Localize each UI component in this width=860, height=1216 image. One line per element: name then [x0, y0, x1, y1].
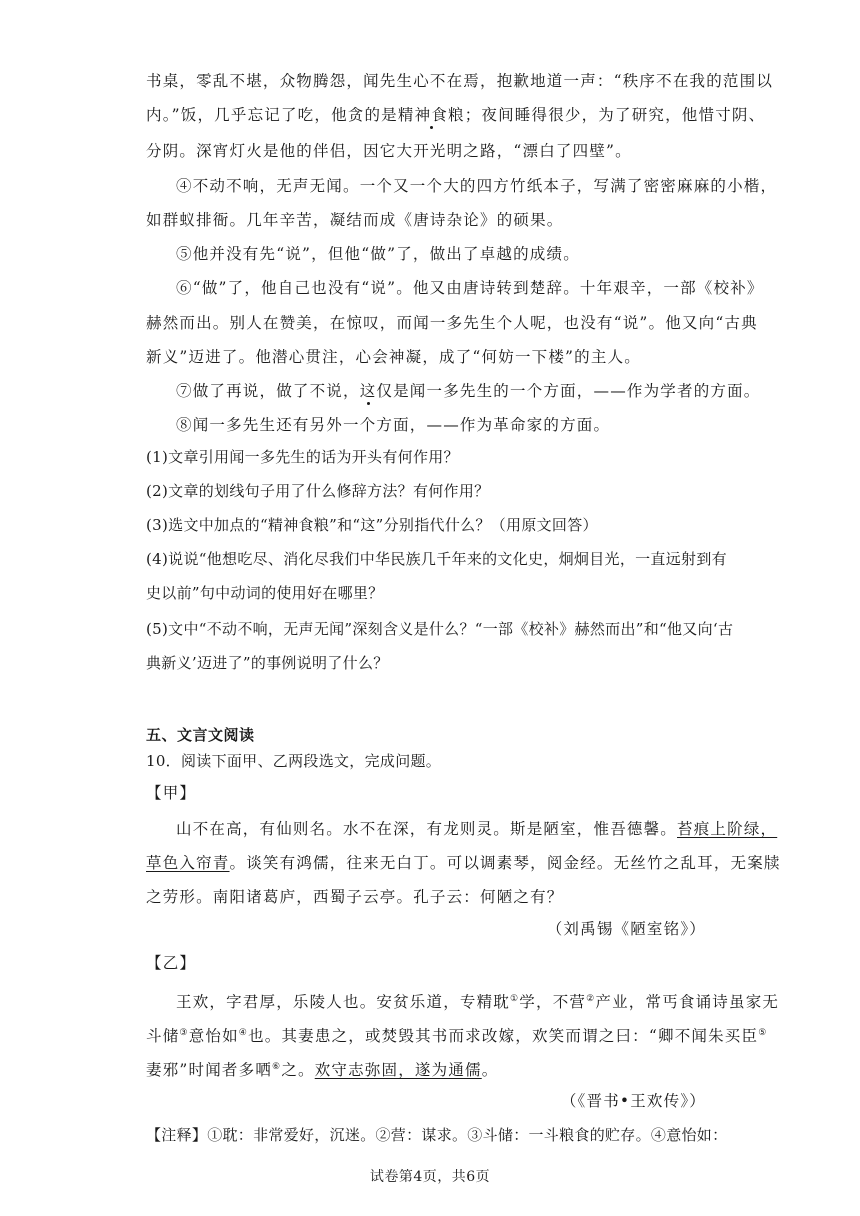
footnote-marker: ④: [238, 1028, 249, 1038]
text-segment: 。: [481, 1061, 499, 1080]
label-jia: 【甲】: [146, 784, 197, 802]
paragraph-4-cont: 如群蚁排衙。几年辛苦，凝结而成《唐诗杂论》的硕果。: [146, 211, 564, 229]
paragraph-6: ⑥“做”了，他自己也没有“说”。他又由唐诗转到楚辞。十年艰辛，一部《校补》: [176, 279, 764, 297]
text-segment: ；夜间睡得很少，为了研究，他惜寸阴、: [464, 106, 766, 124]
paragraph-8: ⑧闻一多先生还有另外一个方面，——作为革命家的方面。: [176, 416, 611, 434]
label-yi: 【乙】: [146, 954, 197, 972]
notes: 【注释】①耽：非常爱好，沉迷。②营：谋求。③斗储：一斗粮食的贮存。④意怡如：: [146, 1126, 728, 1144]
yi-line: [146, 1023, 768, 1046]
text-segment: ⑦做了再说，做了不说，: [176, 382, 360, 400]
text-segment: 仅是闻一多先生的一个方面，——作为学者的方面。: [376, 382, 761, 400]
footnote-marker: ⑥: [272, 1062, 282, 1072]
passage-line: 书桌，零乱不堪，众物腾怨，闻先生心不在焉，抱歉地道一声：“秩序不在我的范围以: [146, 72, 774, 90]
underlined-sentence: 草色入帘青: [146, 854, 230, 872]
paragraph-7: [176, 381, 761, 401]
question-10: 10．阅读下面甲、乙两段选文，完成问题。: [146, 752, 442, 770]
page-footer: 试卷第4页，共6页: [369, 1169, 491, 1185]
yi-line: [176, 989, 779, 1012]
passage-line: [146, 105, 765, 125]
text-segment: 也。其妻患之，或焚毁其书而求改嫁，欢笑而谓之曰：“卿不闻朱买臣: [248, 1027, 759, 1046]
paragraph-6-cont: 赫然而出。别人在赞美，在惊叹，而闻一多先生个人呢，也没有“说”。他又向“古典: [146, 314, 758, 332]
jia-line: [146, 853, 781, 873]
passage-line: 分阴。深宵灯火是他的伴侣，因它大开光明之路，“漂白了四壁”。: [146, 142, 632, 160]
footnote-marker: ③: [179, 1028, 189, 1038]
footnote-marker: ②: [586, 994, 596, 1004]
question-5: (5)文中“不动不响，无声无闻”深刻含义是什么？“一部《校补》赫然而出”和“他又向‘古: [146, 620, 734, 638]
question-3: (3)选文中加点的“精神食粮”和“这”分别指代什么？（用原文回答）: [146, 516, 598, 534]
section-title: 五、文言文阅读: [146, 726, 255, 744]
underlined-sentence: 苔痕上阶绿，: [677, 820, 778, 838]
underlined-sentence: 欢守志弥固，遂为通儒: [314, 1061, 482, 1080]
jia-line: 之劳形。南阳诸葛庐，西蜀子云亭。孔子云：何陋之有？: [146, 888, 564, 906]
text-segment: 山不在高，有仙则名。水不在深，有龙则灵。斯是陋室，惟吾德馨。: [176, 820, 678, 838]
text-segment: 学，不营: [519, 993, 587, 1012]
question-2: (2)文章的划线句子用了什么修辞方法？有何作用？: [146, 482, 490, 500]
text-segment: 王欢，字君厚，乐陵人也。安贫乐道，专精耽: [176, 993, 511, 1012]
dotted-term-spiritual-food: 精神食粮: [397, 106, 465, 124]
paragraph-5: ⑤他并没有先“说”，但他“做”了，做出了卓越的成绩。: [176, 245, 580, 263]
question-1: (1)文章引用闻一多先生的话为开头有何作用？: [146, 448, 459, 466]
footnote-marker: ①: [510, 994, 520, 1004]
yi-source: （《晋书•王欢传》）: [560, 1092, 706, 1110]
text-segment: 。谈笑有鸿儒，往来无白丁。可以调素琴，阅金经。无丝竹之乱耳，无案牍: [229, 854, 781, 872]
text-segment: 妻邪”时闻者多哂: [146, 1061, 273, 1080]
yi-line: [146, 1057, 498, 1080]
footnote-marker: ⑤: [758, 1028, 768, 1038]
question-4: (4)说说“他想吃尽、消化尽我们中华民族几千年来的文化史，炯炯目光，一直远射到有: [146, 550, 727, 568]
paragraph-4: ④不动不响，无声无闻。一个又一个大的四方竹纸本子，写满了密密麻麻的小楷，: [176, 177, 778, 195]
question-5-cont: 典新义’迈进了”的事例说明了什么？: [146, 654, 389, 672]
paragraph-6-cont: 新义”迈进了。他潜心贯注，心会神凝，成了“何妨一下楼”的主人。: [146, 348, 641, 366]
jia-line: [176, 819, 777, 839]
text-segment: 之。: [281, 1061, 315, 1080]
question-4-cont: 史以前”句中动词的使用好在哪里？: [146, 584, 384, 602]
dotted-term-this: 这: [359, 382, 377, 400]
jia-source: （刘禹锡《陋室铭》）: [546, 920, 706, 938]
text-segment: 内。”饭，几乎忘记了吃，他贪的是: [146, 106, 398, 124]
text-segment: 产业，常丐食诵诗虽家无: [595, 993, 780, 1012]
text-segment: 意怡如: [188, 1027, 239, 1046]
text-segment: 斗储: [146, 1027, 180, 1046]
